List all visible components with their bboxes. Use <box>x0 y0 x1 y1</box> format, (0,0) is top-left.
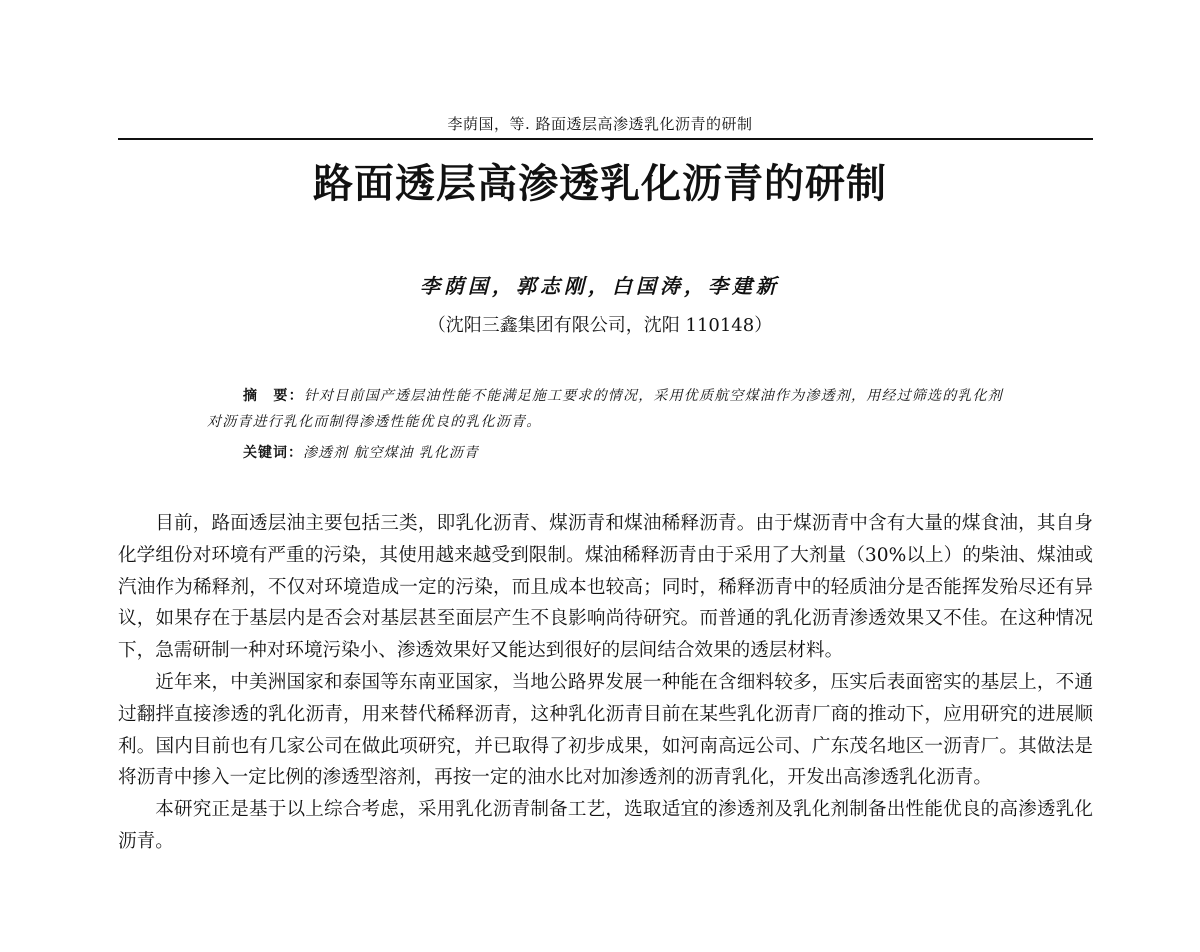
author-list: 李荫国，郭志刚，白国涛，李建新 <box>420 274 780 298</box>
abstract-text: 针对目前国产透层油性能不能满足施工要求的情况，采用优质航空煤油作为渗透剂，用经过筛选的乳化剂对沥青进行乳化而制得渗透性能优良的乳化沥青。 <box>207 388 1004 430</box>
paragraph-2: 近年来，中美洲国家和泰国等东南亚国家，当地公路界发展一种能在含细料较多，压实后表面密实的基层上，不通过翻拌直接渗透的乳化沥青，用来替代稀释沥青，这种乳化沥青目前在某些乳化沥青厂商的推动下，应用研究的进展顺利。国内目前也有几家公司在做此项研究，并已取得了初步成果，如河南高远公司、广东茂名地区一沥青厂。其做法是将沥青中掺入一定比例的渗透型溶剂，再按一定的油水比对加渗透剂的沥青乳化，开发出高渗透乳化沥青。 <box>118 671 1093 789</box>
keywords-label: 关键词： <box>243 445 303 461</box>
paragraph-1: 目前，路面透层油主要包括三类，即乳化沥青、煤沥青和煤油稀释沥青。由于煤沥青中含有大量的煤食油，其自身化学组份对环境有严重的污染，其使用越来越受到限制。煤油稀释沥青由于采用了大剂量（30%以上）的柴油、煤油或汽油作为稀释剂，不仅对环境造成一定的污染，而且成本也较高；同时，稀释沥青中的轻质油分是否能挥发殆尽还有异议，如果存在于基层内是否会对基层甚至面层产生不良影响尚待研究。而普通的乳化沥青渗透效果又不佳。在这种情况下，急需研制一种对环境污染小、渗透效果好又能达到很好的层间结合效果的透层材料。 <box>118 513 1093 662</box>
abstract <box>207 383 1007 435</box>
paper-title: 路面透层高渗透乳化沥青的研制 <box>313 161 887 207</box>
body-text <box>118 508 1093 858</box>
header-rule <box>118 138 1093 140</box>
abstract-label: 摘 要： <box>243 388 304 404</box>
running-header: 李荫国，等. 路面透层高渗透乳化沥青的研制 <box>447 115 753 133</box>
keywords-text: 渗透剂 航空煤油 乳化沥青 <box>303 445 479 461</box>
keywords <box>243 441 1003 465</box>
affiliation: （沈阳三鑫集团有限公司，沈阳 110148） <box>427 315 773 336</box>
paragraph-3: 本研究正是基于以上综合考虑，采用乳化沥青制备工艺，选取适宜的渗透剂及乳化剂制备出性能优良的高渗透乳化沥青。 <box>118 799 1093 852</box>
